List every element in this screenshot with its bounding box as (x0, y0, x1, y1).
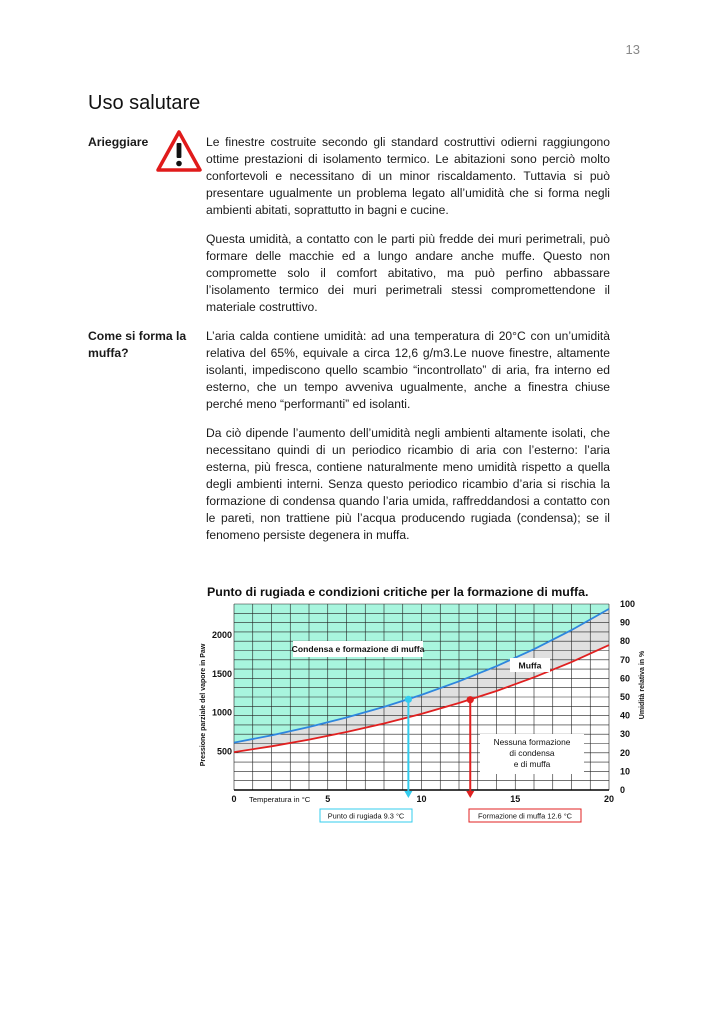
zone-mould-label: Muffa (518, 660, 542, 671)
y-right-tick-label: 80 (620, 636, 631, 647)
zone-condensation-label: Condensa e formazione di muffa (291, 644, 425, 654)
y-right-tick-label: 50 (620, 692, 631, 702)
page-number: 13 (625, 42, 640, 57)
zone-safe-label-line2: di condensa (509, 748, 555, 758)
y-right-tick-label: 60 (620, 673, 631, 684)
y-right-axis-label: Umidità relativa in % (639, 650, 646, 720)
x-axis-label: Temperatura in °C (249, 795, 311, 804)
y-left-tick-label: 1500 (211, 668, 232, 679)
mould_point-marker (467, 696, 474, 703)
text-block-come-si-forma (206, 328, 610, 556)
warning-triangle-icon (156, 130, 202, 172)
dew_point-arrow-head (404, 791, 412, 798)
y-right-tick-label: 90 (620, 617, 631, 628)
y-left-tick-label: 1000 (211, 707, 232, 718)
section-title: Uso salutare (88, 92, 201, 114)
x-tick-label: 15 (510, 794, 521, 804)
x-tick-label: 5 (325, 794, 331, 804)
zone-safe-label-line1: Nessuna formazione (493, 737, 571, 747)
mould_point-arrow-head (466, 791, 474, 798)
paragraph: Le finestre costruite secondo gli standard costruttivi odierni raggiungono ottime prestazioni di isolamento termico. Le abitazioni sono perciò molto confortevoli e necessitano di un minor riscaldamento. Tuttavia si può presentare ugualmente un problema legato all’umidità che si forma negli ambienti abitati, soprattutto in bagni e cucine. (206, 135, 610, 217)
dew-point-chart (196, 580, 666, 830)
y-right-tick-label: 0 (620, 785, 626, 795)
y-left-axis-label: Pressione parziale del vapore in Paw (200, 643, 207, 767)
y-right-tick-label: 10 (620, 766, 631, 777)
zone-safe-label-line3: e di muffa (513, 759, 551, 769)
side-label-arieggiare: Arieggiare (88, 135, 149, 149)
y-left-tick-label: 2000 (211, 630, 232, 640)
paragraph: Questa umidità, a contatto con le parti più fredde dei muri perimetrali, può formare delle macchie ed a lungo andare anche muffe. Questo non compromette solo il comfort abitativo, ma può perfino abbassare l’isolamento termico dei muri perimetrali stessi compromettendone il materiale costruttivo. (206, 232, 610, 314)
paragraph: L’aria calda contiene umidità: ad una temperatura di 20°C con un’umidità relativa del 65%, equivale a circa 12,6 g/m3.Le nuove finestre, altamente isolanti, impediscono quello scambio “incontrollato” di aria, fra interno ed esterno, che un tempo avveniva ugualmente, anche a finestra chiuse perché meno “performanti” ed isolanti. (206, 329, 610, 411)
paragraph: Da ciò dipende l’aumento dell’umidità negli ambienti altamente isolati, che necessitano quindi di un periodico ricambio di aria con l’esterno: l’aria esterna, più fresca, contiene naturalmente meno umidità rispetto a quella degli ambienti interni. Senza questo periodico ricambio d’aria si rischia la formazione di condensa quando l’aria umida, raffreddandosi a contatto con le pareti, non trattiene più l’acqua producendo rugiada (condensa); se il fenomeno persiste degenera in muffa. (206, 426, 610, 542)
y-right-tick-label: 70 (620, 654, 631, 665)
y-right-tick-label: 40 (620, 710, 631, 721)
x-tick-label: 20 (603, 794, 615, 804)
chart-title: Punto di rugiada e condizioni critiche per la formazione di muffa. (207, 585, 589, 599)
side-label-come-si-forma: Come si forma la muffa? (88, 329, 187, 360)
y-right-tick-label: 30 (620, 729, 631, 740)
mould-point-callout-label: Formazione di muffa 12.6 °C (477, 811, 573, 821)
x-tick-label: 0 (231, 794, 237, 804)
y-right-tick-label: 100 (620, 599, 636, 609)
x-tick-label: 10 (416, 794, 427, 804)
y-left-tick-label: 500 (216, 746, 232, 757)
text-block-arieggiare (206, 134, 610, 328)
dew-point-callout-label: Punto di rugiada 9.3 °C (327, 811, 405, 821)
y-right-tick-label: 20 (620, 747, 631, 758)
dew_point-marker (405, 696, 412, 703)
